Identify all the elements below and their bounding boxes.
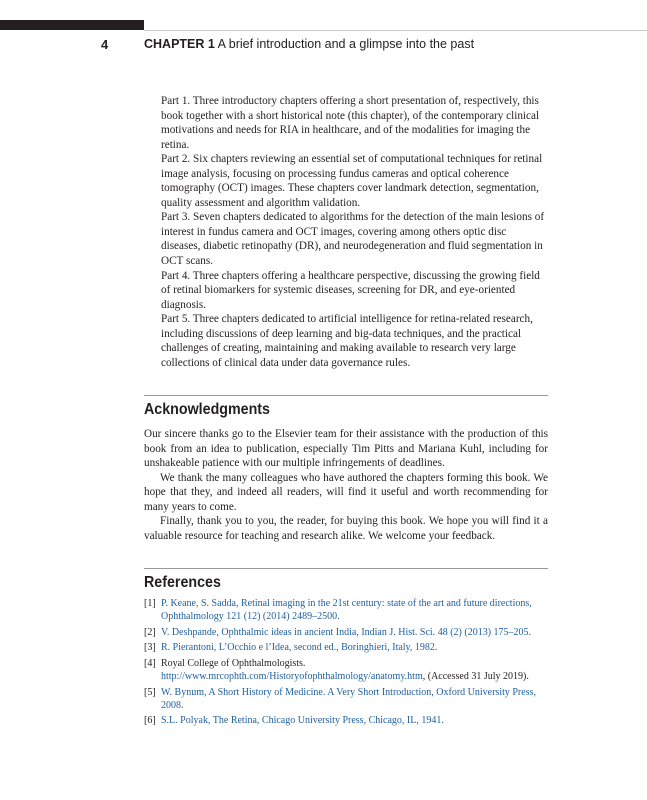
reference-number: [3] [144, 642, 156, 654]
acknowledgments-heading: Acknowledgments [144, 401, 270, 418]
part-5: Part 5. Three chapters dedicated to artificial intelligence for retina-related research, including discussions of deep learning and big-data techniques, and the practical challenges of creating, maintaining and making available to research very large collections of clinical data under data governance rules. [161, 313, 533, 369]
reference-link[interactable]: R. Pierantoni, L’Occhio e l’Idea, second ed., Boringhieri, Italy, 1982. [161, 642, 438, 654]
part-2: Part 2. Six chapters reviewing an essential set of computational techniques for retinal image analysis, focusing on processing fundus cameras and optical coherence tomography (OCT) images. These chapters cover landmark detection, segmentation, quality assessment and algorithm validation. [161, 153, 543, 209]
reference-link[interactable]: W. Bynum, A Short History of Medicine. A Very Short Introduction, Oxford University Press, 2008. [161, 686, 536, 711]
running-head [144, 37, 474, 51]
section-divider [144, 568, 548, 569]
chapter-title: A brief introduction and a glimpse into the past [217, 37, 475, 51]
reference-number: [5] [144, 686, 156, 698]
reference-item [144, 597, 548, 624]
ack-paragraph: We thank the many colleagues who have authored the chapters forming this book. We hope that they, and indeed all readers, will find it useful and worth recommending for many years to come. [144, 471, 548, 513]
reference-item [144, 641, 548, 654]
ack-paragraph: Finally, thank you to you, the reader, for buying this book. We hope you will find it a valuable resource for teaching and research alike. We welcome your feedback. [144, 515, 548, 542]
reference-item [144, 714, 548, 727]
part-1: Part 1. Three introductory chapters offering a short presentation of, respectively, this book together with a short historical note (this chapter), of the contemporary clinical motivations and needs for RIA in healthcare, and of the modalities for imaging the retina. [161, 95, 540, 151]
section-divider [144, 395, 548, 396]
ack-paragraph: Our sincere thanks go to the Elsevier team for their assistance with the production of this book from an idea to publication, especially Tim Pitts and Mariana Kuhl, including for unshakeable patience with our multiple infringements of deadlines. [144, 428, 548, 470]
reference-text: , (Accessed 31 July 2019). [422, 671, 529, 683]
reference-body [161, 657, 548, 684]
reference-text: Royal College of Ophthalmologists. [161, 657, 306, 669]
reference-link[interactable]: P. Keane, S. Sadda, Retinal imaging in the 21st century: state of the art and future directions, Ophthalmology 121 (12) (2014) 2489–2500. [161, 598, 532, 623]
chapter-label: CHAPTER 1 [144, 37, 215, 51]
book-parts-list [161, 94, 548, 370]
reference-number: [2] [144, 626, 156, 638]
header-bar [0, 20, 144, 30]
reference-link[interactable]: V. Deshpande, Ophthalmic ideas in ancient India, Indian J. Hist. Sci. 48 (2) (2013) 175–205. [161, 626, 532, 638]
reference-item [144, 626, 548, 639]
reference-item [144, 657, 548, 684]
part-4: Part 4. Three chapters offering a healthcare perspective, discussing the growing field of retinal biomarkers for systemic diseases, screening for DR, and eye-oriented diagnosis. [161, 269, 540, 311]
part-3: Part 3. Seven chapters dedicated to algorithms for the detection of the main lesions of interest in fundus camera and OCT images, covering among others optic disc diseases, diabetic retinopathy (DR), and neurodegeneration and fluid segmentation in OCT scans. [161, 211, 545, 268]
reference-number: [6] [144, 715, 156, 727]
reference-item [144, 686, 548, 713]
header-rule [144, 30, 647, 31]
acknowledgments-body [144, 427, 548, 543]
references-heading: References [144, 574, 221, 591]
reference-number: [1] [144, 598, 156, 609]
page-number: 4 [101, 37, 109, 52]
references-list [144, 597, 548, 730]
reference-url-link[interactable]: http://www.mrcophth.com/Historyofophthalmology/anatomy.htm [161, 671, 423, 683]
reference-number: [4] [144, 657, 156, 669]
reference-link[interactable]: S.L. Polyak, The Retina, Chicago University Press, Chicago, IL, 1941. [161, 715, 444, 727]
